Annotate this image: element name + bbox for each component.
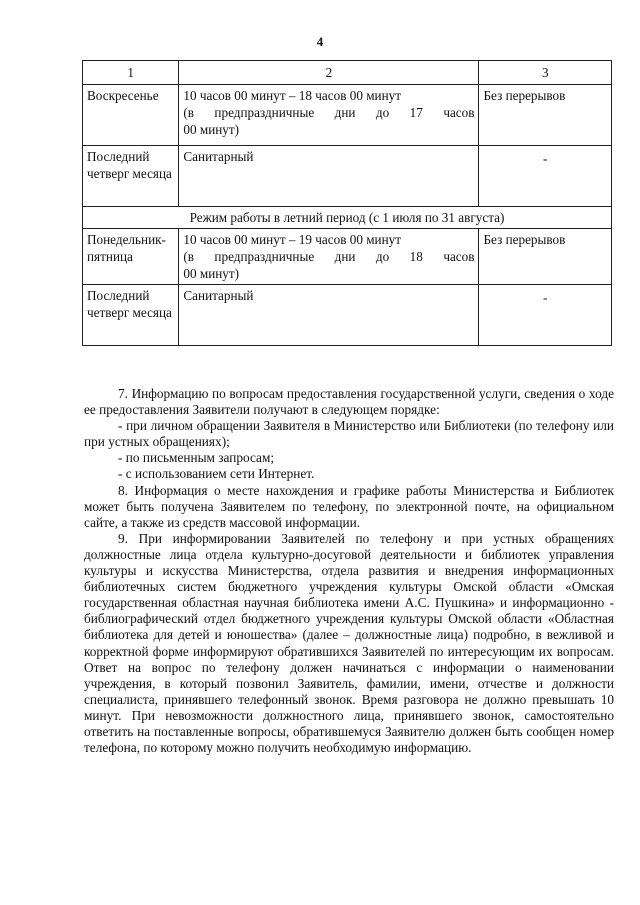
bullet-item: - при личном обращении Заявителя в Министерство или Библиотеки (по телефону или при устных обращениях); [84,418,614,450]
break-cell [479,146,612,207]
paragraph-8: 8. Информация о месте нахождения и графике работы Министерства и Библиотек может быть получена Заявителем по телефону, по электронной почте, на официальном сайте, а также из средств массовой информации. [84,482,614,530]
table-row [83,229,612,285]
day-cell: Воскресенье [83,85,179,146]
hours-cell [179,85,479,146]
hours-cell: Санитарный [179,146,479,207]
table-row [83,85,612,146]
summer-period-title: Режим работы в летний период (с 1 июля по 31 августа) [83,207,612,229]
column-header-2: 2 [179,61,479,85]
page-number: 4 [316,34,324,49]
table-row [83,146,612,207]
paragraph-9: 9. При информировании Заявителей по телефону и при устных обращениях должностные лица отдела культурно-досуговой деятельности и библиотек управления культуры и искусства Министерства, отдела развития и внедрения информационных библиотечных систем бюджетного учреждения культуры Омской области «Омская государственная областная научная библиотека имени А.С. Пушкина» и информационно - библиографический отдел бюджетного учреждения культуры Омской области «Областная библиотека для детей и юношества» (далее – должностные лица) подробно, в вежливой и корректной форме информируют обратившихся Заявителей по интересующим их вопросам. Ответ на вопрос по телефону должен начинаться с информации о наименовании учреждения, в который позвонил Заявитель, фамилии, имени, отчестве и должности специалиста, принявшего телефонный звонок. Время разговора не должно превышать 10 минут. При невозможности должностного лица, принявшего звонок, самостоятельно ответить на поставленные вопросы, обратившемуся Заявителю должен быть сообщен номер телефона, по которому можно получить необходимую информацию. [84,530,614,756]
hours-line: 00 минут) [183,266,240,281]
break-cell: Без перерывов [479,229,612,285]
bullet-item: - с использованием сети Интернет. [118,466,315,482]
day-cell: Понедельник-пятница [83,229,179,285]
table-row [83,285,612,346]
hours-line: (в предпраздничные дни до 18 часов [183,249,475,264]
day-cell: Последний четверг месяца [83,285,179,346]
break-cell: Без перерывов [479,85,612,146]
hours-line: 10 часов 00 минут – 19 часов 00 минут [183,232,402,247]
hours-cell [179,229,479,285]
hours-line: 00 минут) [183,122,240,137]
table-section-row [83,207,612,229]
hours-line: 10 часов 00 минут – 18 часов 00 минут [183,88,402,103]
schedule-table [82,60,612,346]
hours-line: (в предпраздничные дни до 17 часов [183,105,475,120]
hours-cell: Санитарный [179,285,479,346]
column-header-1: 1 [83,61,179,85]
paragraph-7: 7. Информацию по вопросам предоставления государственной услуги, сведения о ходе ее предоставления Заявители получают в следующем порядке: [84,386,614,418]
dash-value: - [543,290,548,305]
table-header-row [83,61,612,85]
day-cell: Последний четверг месяца [83,146,179,207]
dash-value: - [543,151,548,166]
column-header-3: 3 [479,61,612,85]
bullet-item: - по письменным запросам; [118,450,275,466]
break-cell [479,285,612,346]
document-body [84,386,614,756]
